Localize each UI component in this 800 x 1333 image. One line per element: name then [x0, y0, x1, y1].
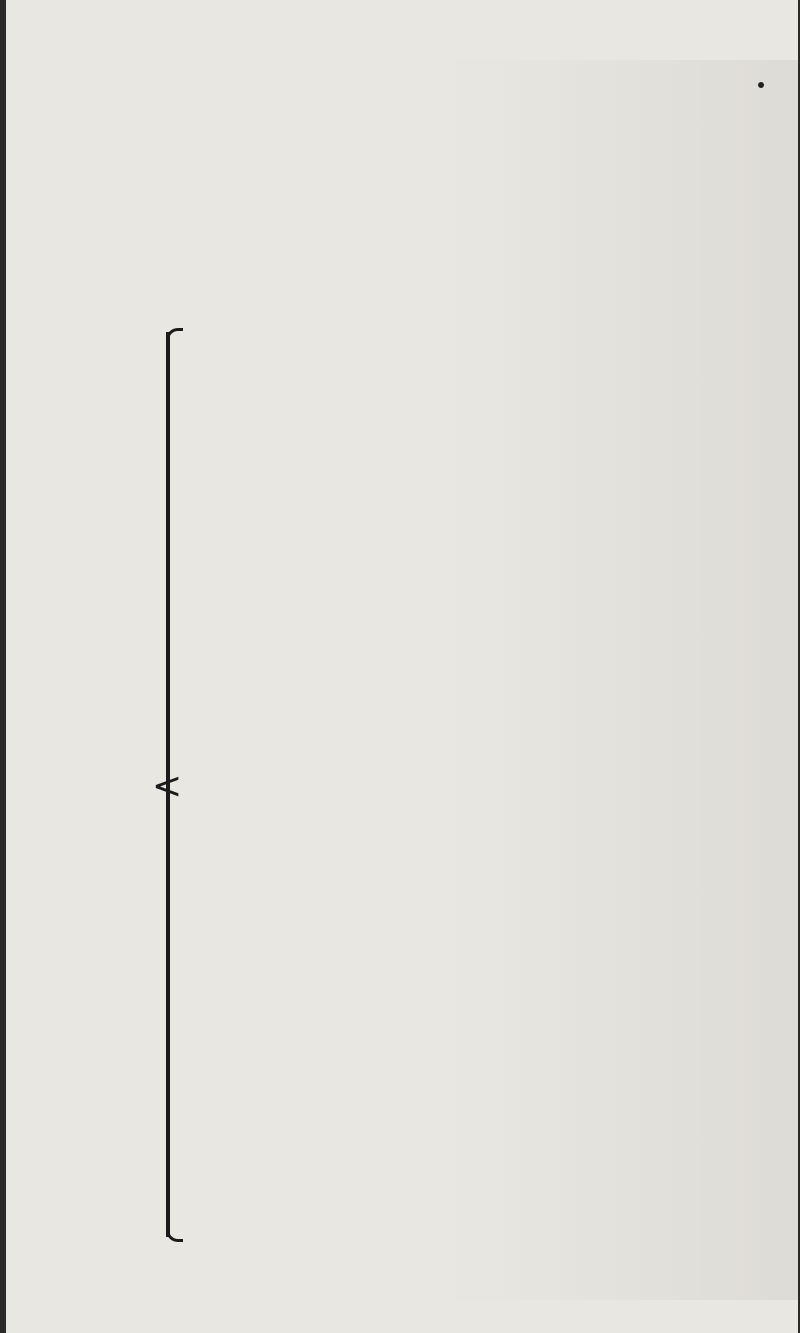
brace-bottom — [166, 1225, 183, 1242]
book-page — [6, 0, 798, 1333]
brace-point: < — [152, 766, 183, 807]
ink-speck — [758, 82, 764, 88]
show-through-shading — [446, 60, 798, 1300]
